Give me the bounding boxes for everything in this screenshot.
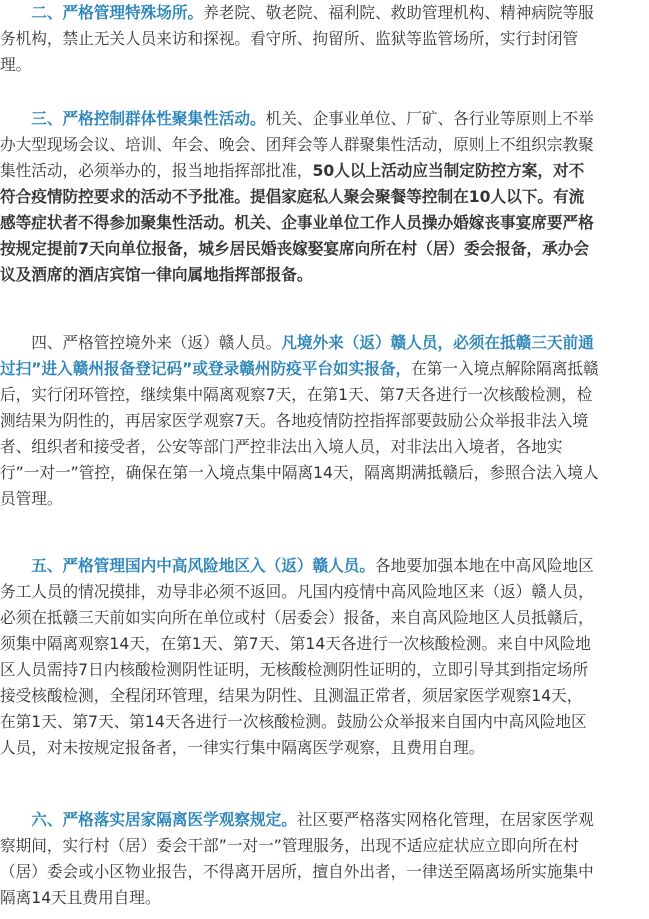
bold-text: 符合疫情防控要求的活动不予批准。提倡家庭私人聚会聚餐等控制在10人以下。有流 [0, 187, 585, 206]
bold-text: 议及酒席的酒店宾馆一律向属地指挥部报备。 [0, 265, 313, 284]
text-line [0, 735, 649, 761]
body-text: 务工人员的情况摸排，劝导非必须不返回。凡国内疫情中高风险地区来（返）赣人员， [0, 582, 594, 601]
body-text: 须集中隔离观察14天，在第1天、第7天、第14天各进行一次核酸检测。来自中风险地 [0, 634, 591, 653]
body-text: 员管理。 [0, 489, 63, 508]
text-line [0, 0, 649, 26]
text-line [0, 262, 649, 288]
body-text [0, 109, 31, 128]
highlighted-text: 三、严格控制群体性聚集性活动。 [31, 109, 266, 128]
body-text: 各地要加强本地在中高风险地区 [375, 556, 594, 575]
body-text: 养老院、敬老院、福利院、救助管理机构、精神病院等服 [203, 3, 594, 22]
text-line [0, 486, 649, 512]
body-text: 理。 [0, 55, 32, 74]
body-text: 人员，对未按规定报备者，一律实行集中隔离医学观察，且费用自理。 [0, 738, 485, 757]
body-text: 办大型现场会议、培训、年会、晚会、团拜会等人群聚集性活动，原则上不组织宗教聚 [0, 135, 594, 154]
body-text: 社区要严格落实网格化管理，在居家医学观 [296, 810, 594, 829]
text-line [0, 885, 649, 911]
text-line [0, 382, 649, 408]
highlighted-text: 六、严格落实居家隔离医学观察规定。 [31, 810, 297, 829]
bold-text: 50人以上活动应当制定防控方案，对不 [312, 161, 585, 180]
text-line [0, 132, 649, 158]
text-line [0, 683, 649, 709]
body-text: 必须在抵赣三天前如实向所在单位或村（居委会）报备，来自高风险地区人员抵赣后， [0, 608, 594, 627]
body-text: 隔离14天且费用自理。 [0, 888, 161, 907]
highlighted-text: 凡境外来（返）赣人员，必须在抵赣三天前通 [281, 333, 594, 352]
text-line [0, 184, 649, 210]
text-line [0, 106, 649, 132]
bold-text: 感等症状者不得参加聚集性活动。机关、企事业单位工作人员操办婚嫁丧事宴席要严格 [0, 213, 594, 232]
text-line [0, 158, 649, 184]
highlighted-text: 过扫”进入赣州报备登记码”或登录赣州防疫平台如实报备， [0, 359, 412, 378]
body-text: 区人员需持7日内核酸检测阴性证明，无核酸检测阴性证明的，立即引导其到指定场所 [0, 660, 589, 679]
text-line [0, 859, 649, 885]
text-line [0, 579, 649, 605]
body-text: 后，实行闭环管控，继续集中隔离观察7天，在第1天、第7天各进行一次核酸检测，检 [0, 385, 593, 404]
text-line [0, 210, 649, 236]
body-text: 在第1天、第7天、第14天各进行一次核酸检测。鼓励公众举报来自国内中高风险地区 [0, 712, 587, 731]
text-line [0, 236, 649, 262]
text-line [0, 356, 649, 382]
body-text [0, 810, 31, 829]
text-line [0, 26, 649, 52]
text-line [0, 434, 649, 460]
body-text: 集性活动，必须举办的，报当地指挥部批准， [0, 161, 313, 180]
text-line [0, 807, 649, 833]
text-line [0, 52, 649, 78]
body-text: 机关、企事业单位、厂矿、各行业等原则上不举 [265, 109, 594, 128]
bold-text: 按规定提前7天向单位报备，城乡居民婚丧嫁娶宴席向所在村（居）委会报备，承办会 [0, 239, 589, 258]
body-text: 在第一入境点解除隔离抵赣 [411, 359, 599, 378]
highlighted-text: 二、严格管理特殊场所。 [31, 3, 204, 22]
text-line [0, 408, 649, 434]
text-line [0, 709, 649, 735]
body-text: （居）委会或小区物业报告，不得离开居所，擅自外出者，一律送至隔离场所实施集中 [0, 862, 594, 881]
body-text: 行”一对一”管控，确保在第一入境点集中隔离14天，隔离期满抵赣后，参照合法入境人 [0, 463, 599, 482]
text-line [0, 631, 649, 657]
body-text [0, 556, 31, 575]
text-line [0, 605, 649, 631]
body-text [0, 3, 31, 22]
body-text: 接受核酸检测，全程闭环管理，结果为阴性、且测温正常者，须居家医学观察14天， [0, 686, 583, 705]
text-line [0, 657, 649, 683]
text-line [0, 833, 649, 859]
body-text: 者、组织者和接受者，公安等部门严控非法出入境人员，对非法出入境者，各地实 [0, 437, 563, 456]
body-text: 察期间，实行村（居）委会干部”一对一”管理服务，出现不适应症状应立即向所在村 [0, 836, 579, 855]
text-line [0, 460, 649, 486]
text-line [0, 553, 649, 579]
body-text: 务机构，禁止无关人员来访和探视。看守所、拘留所、监狱等监管场所，实行封闭管 [0, 29, 579, 48]
body-text: 四、严格管控境外来（返）赣人员。 [0, 333, 282, 352]
highlighted-text: 五、严格管理国内中高风险地区入（返）赣人员。 [31, 556, 375, 575]
body-text: 测结果为阴性的，再居家医学观察7天。各地疫情防控指挥部要鼓励公众举报非法入境 [0, 411, 589, 430]
text-line [0, 330, 649, 356]
